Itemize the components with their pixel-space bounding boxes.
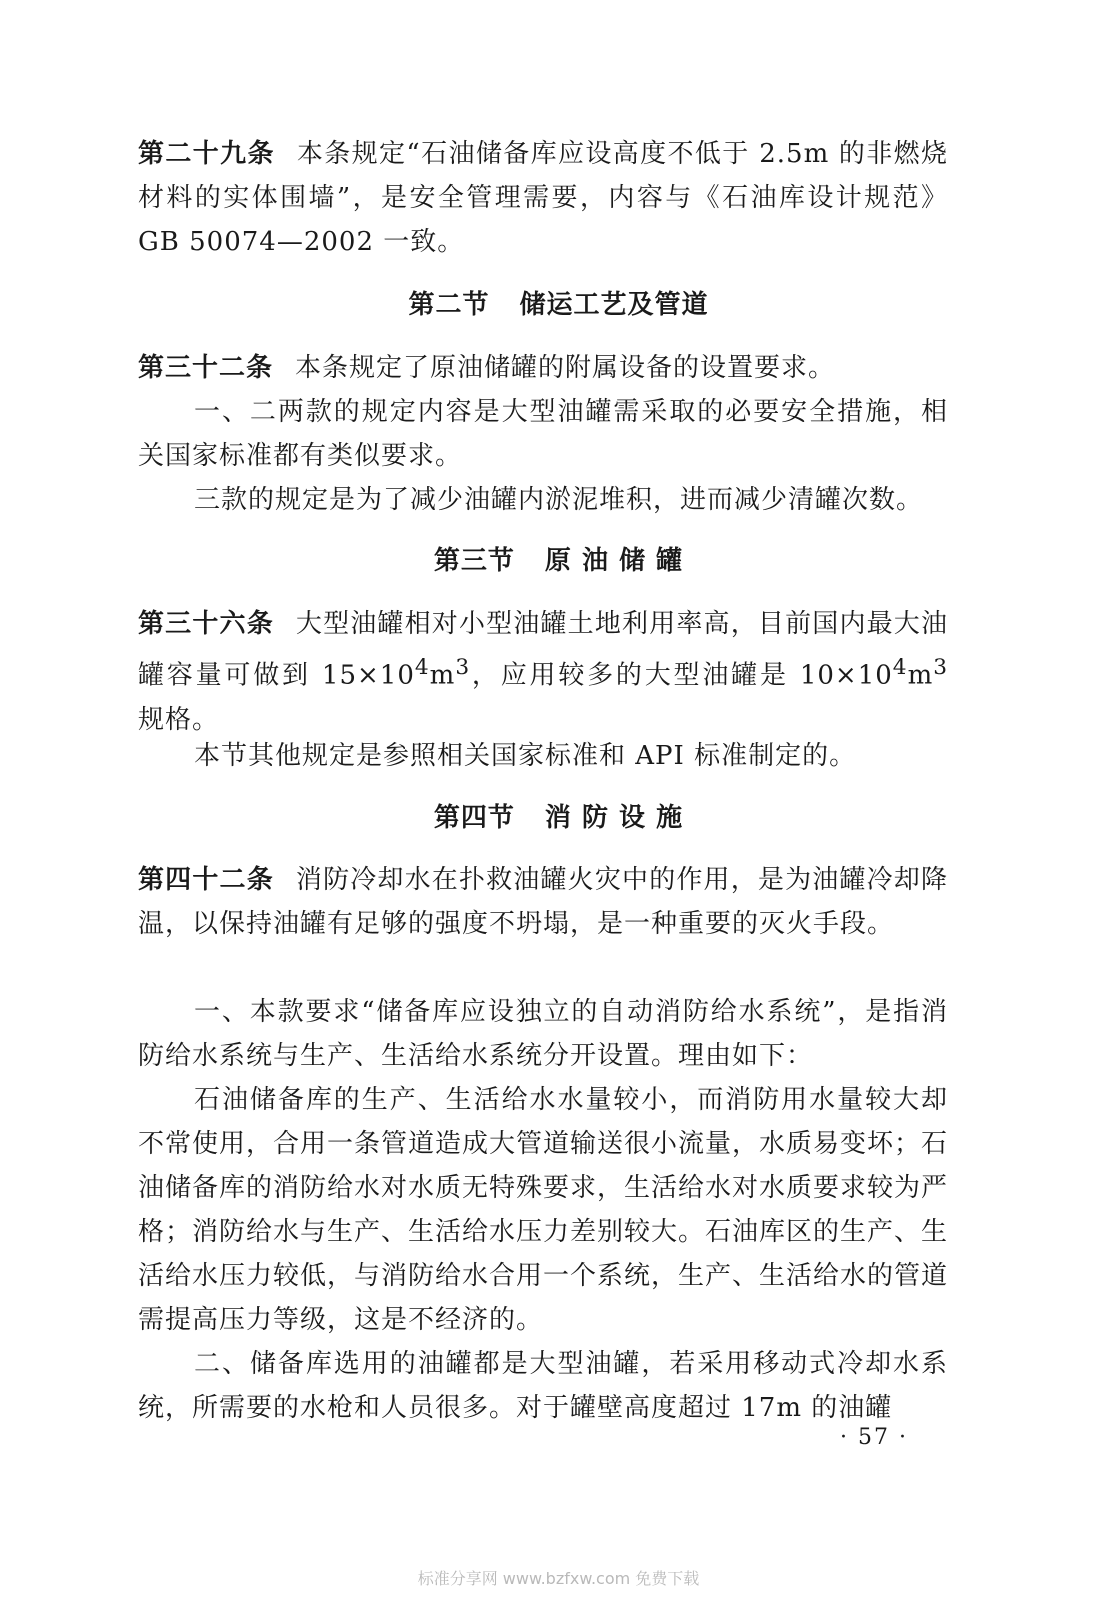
article-42-clause-1-reasons: 石油储备库的生产、生活给水水量较小，而消防用水量较大却不常使用，合用一条管道造成大管道输送很小流量，水质易变坏；石油储备库的消防给水对水质无特殊要求，生活给水对水质要求较为严格；消防给水与生产、生活给水压力差别较大。石油库区的生产、生活给水压力较低，与消防给水合用一个系统，生产、生活给水的管道需提高压力等级，这是不经济的。 <box>138 1085 949 1335</box>
article-29-label: 第二十九条 <box>138 139 275 169</box>
article-32-text: 本条规定了原油储罐的附属设备的设置要求。 <box>295 353 836 383</box>
section-3-title: 原 油 储 罐 <box>544 546 684 576</box>
page-number: · 57 · <box>840 1425 908 1450</box>
section-2-heading <box>0 284 1117 321</box>
section-4-heading <box>0 797 1117 834</box>
article-36-superscript-1: 4 <box>414 655 430 680</box>
article-29-text: 本条规定“石油储备库应设高度不低于 2.5m 的非燃烧材料的实体围墙”，是安全管理需要，内容与《石油库设计规范》GB 50074—2002 一致。 <box>138 139 948 257</box>
section-4-number: 第四节 <box>433 803 515 833</box>
article-42-clause-2: 二、储备库选用的油罐都是大型油罐，若采用移动式冷却水系统，所需要的水枪和人员很多。对于罐壁高度超过 17m 的油罐 <box>138 1349 948 1423</box>
article-36-text-a: 大型油罐相对小型油罐土地利用率高，目前国内最大油罐容量可做到 15×10 <box>138 609 948 691</box>
article-42-text: 消防冷却水在扑救油罐火灾中的作用，是为油罐冷却降温，以保持油罐有足够的强度不坍塌，是一种重要的灭火手段。 <box>138 865 948 939</box>
section-3-heading <box>0 540 1117 577</box>
section-2-title: 储运工艺及管道 <box>519 290 709 320</box>
watermark-text: 标准分享网 www.bzfxw.com 免费下载 <box>417 1569 700 1588</box>
section-2-number: 第二节 <box>408 290 490 320</box>
article-32-label: 第三十二条 <box>138 353 274 383</box>
article-42-paragraph <box>138 858 948 946</box>
article-36-text-e: 规格。 <box>138 704 220 735</box>
article-36-text-d: m <box>907 660 934 691</box>
article-29-paragraph <box>138 132 948 264</box>
article-36-text-b: m <box>429 660 456 691</box>
article-36-paragraph <box>138 602 948 742</box>
article-36-text-c: ，应用较多的大型油罐是 10×10 <box>470 660 893 691</box>
article-42-label: 第四十二条 <box>138 865 274 895</box>
article-32-clause-1-2: 一、二两款的规定内容是大型油罐需采取的必要安全措施，相关国家标准都有类似要求。 <box>138 397 948 471</box>
article-36-other-provisions: 本节其他规定是参照相关国家标准和 API 标准制定的。 <box>194 741 857 771</box>
article-36-superscript-2: 3 <box>455 655 471 680</box>
section-4-title: 消 防 设 施 <box>544 803 684 833</box>
article-32-clause-3: 三款的规定是为了减少油罐内淤泥堆积，进而减少清罐次数。 <box>194 485 924 515</box>
section-3-number: 第三节 <box>433 546 515 576</box>
article-32-paragraph <box>138 346 948 390</box>
article-36-label: 第三十六条 <box>138 609 274 639</box>
article-36-superscript-3: 4 <box>892 655 908 680</box>
article-36-superscript-4: 3 <box>933 655 949 680</box>
article-42-clause-1: 一、本款要求“储备库应设独立的自动消防给水系统”，是指消防给水系统与生产、生活给水系统分开设置。理由如下： <box>138 997 948 1071</box>
